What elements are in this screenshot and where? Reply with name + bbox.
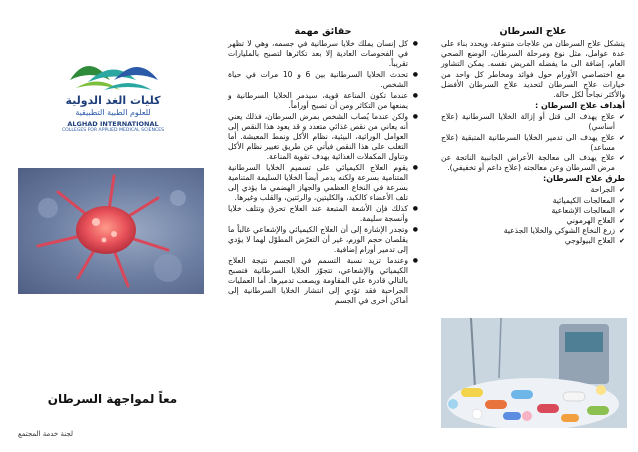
fact-item: ● عندما تكون المناعة قوية، سيدمر الخلايا السرطانية و يمنعها من التكاثر ومن أن تصبح أوراماً.	[228, 91, 418, 111]
goal-item: ✔ علاج يهدف الى تدمير الخلايا السرطانية المتبقية (علاج مساعد)	[441, 133, 625, 153]
slogan-text: معاً لمواجهة السرطان	[47, 392, 178, 406]
logo-arabic-name: كليات الغد الدولية	[65, 94, 161, 107]
facts-column	[228, 22, 418, 442]
logo-english-name: ALGHAD INTERNATIONAL	[67, 120, 159, 128]
treatment-title: علاج السرطان	[499, 26, 567, 37]
method-item: ✔ المعالجات الكيميائية	[441, 196, 625, 206]
method-item: ✔ الجراحة	[441, 185, 625, 195]
cancer-cell-photo	[18, 168, 204, 294]
fact-item: ● يقوم العلاج الكيميائي على تسميم الخلايا السرطانية المتنامية بسرعة ولكنه يدمر أيضاً الخلايا السليمة المتنامية بسرعة في النخاع العظمي والجهاز الهضمي ما يؤدي إلى تلف الأعضاء كالكبد، والكليتين، والرئتين، والقلب وغيرها.	[228, 163, 418, 203]
fact-item: ● كذلك فإن الأشعة المتبعة عند العلاج تحرق وتتلف خلايا وأنسجة سليمة.	[228, 204, 418, 224]
method-item: ✔ العلاج الهرموني	[441, 216, 625, 226]
fact-item: ● تحدث الخلايا السرطانية بين 6 و 10 مرات في حياة الشخص.	[228, 70, 418, 90]
methods-heading: طرق علاج السرطان:	[543, 174, 625, 184]
pills-illustration	[441, 318, 627, 428]
fact-item: ● وتجدر الإشارة إلى أن العلاج الكيميائي والإشعاعي غالباً ما يقلصان حجم الورم، غير أن التعرّض المطوّل لهما لا يؤدي إلى تدمير أورام إضافية.	[228, 225, 418, 255]
committee-name: لجنة خدمة المجتمع	[18, 430, 73, 438]
fact-item: ● كل إنسان يملك خلايا سرطانية في جسمه، وهي لا تظهر في الفحوصات العادية إلا بعد تكاثرها لتصبح بالمليارات تقريباً.	[228, 39, 418, 69]
method-item: ✔ المعالجات الإشعاعية	[441, 206, 625, 216]
method-item: ✔ العلاج البيولوجي	[441, 236, 625, 246]
logo-arabic-subtitle: للعلوم الطبية التطبيقية	[75, 108, 151, 117]
goals-heading: أهداف علاج السرطان :	[534, 101, 625, 111]
cancer-cell-illustration	[18, 168, 204, 294]
logo-english-subtitle: COLLEGES FOR APPLIED MEDICAL SCIENCES	[61, 128, 165, 133]
fact-item: ● وعندما تزيد نسبة التسمم في الجسم نتيجة العلاج الكيميائي والإشعاعي، تتجوّز الخلايا السرطانية فتصبح بالتالي قادرة على المقاومة ويصعب تدميرها. أما العمليات الجراحية فقد تؤدي إلى انتشار الخلايا السرطانية إلى أماكن أخرى في الجسم	[228, 256, 418, 306]
method-item: ✔ زرع النخاع الشوكي والخلايا الجذعية	[441, 226, 625, 236]
facts-title: حقائق مهمة	[294, 26, 352, 37]
college-logo	[48, 50, 178, 150]
goal-item: ✔ علاج يهدف الى قتل أو إزالة الخلايا السرطانية (علاج أساسي)	[441, 112, 625, 132]
treatment-intro: يتشكل علاج السرطان من علاجات متنوعة، ويحدد بناء على عدة عوامل، مثل نوع ومرحلة السرطان، الوضع الصحي العام، إضافة الى ما يفضله المريض نفسه. يمكن التشاور مع اختصاصي الأورام حول فوائد ومخاطر كل واحد من خيارات علاج السرطان لتحديد علاج السرطان الأفضل والأكثر نجاحاً لكل حالة.	[441, 39, 625, 100]
fact-item: ● ولكن عندما يُصاب الشخص بمرض السرطان، فذلك يعني أنه يعاني من نقص غذائي متعدد و قد يعود هذا النقص إلى العوامل الوراثية، البيئية، نظام الأكل ونمط المعيشة. أما التغلب على هذا النقص فيأتي عن طريق تغيير نظام الأكل وتناول المكملات الغذائية بهدف تقوية المناعة.	[228, 112, 418, 162]
pills-and-iv-photo	[441, 318, 627, 428]
goal-item: ✔ علاج يهدف الى معالجة الأعراض الجانبية الناتجة عن مرض السرطان وعن معالجته (علاج داعم أو تخفيفي).	[441, 153, 625, 173]
